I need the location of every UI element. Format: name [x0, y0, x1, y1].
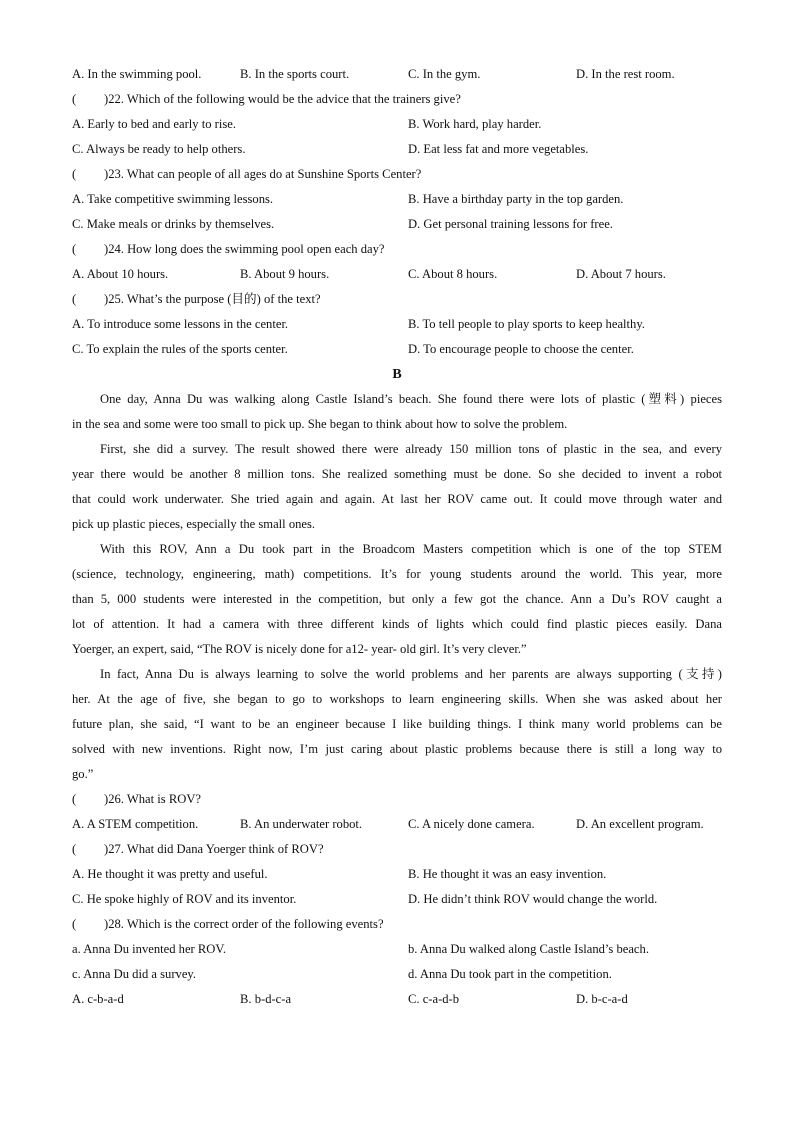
q23-question: )23. What can people of all ages do at Sunshine Sports Center? — [104, 167, 422, 181]
passage-paragraph-4 — [72, 662, 722, 787]
q25-options-row1 — [72, 312, 722, 337]
passage-line: One day, Anna Du was walking along Castle Island’s beach. She found there were lots of plastic (塑料) pieces — [100, 392, 722, 406]
q28-event-c: c. Anna Du did a survey. — [72, 967, 197, 981]
q25-options-row2 — [72, 337, 722, 362]
q23-stem — [72, 162, 722, 187]
q26-question: )26. What is ROV? — [104, 792, 202, 806]
q24-option-a: A. About 10 hours. — [72, 267, 169, 281]
passage-line: With this ROV, Ann a Du took part in the Broadcom Masters competition which is one of the top STEM — [100, 542, 722, 556]
passage-paragraph-1 — [72, 387, 722, 437]
passage-line: than 5, 000 students were interested in the competition, but only a few got the chance. Ann a Du’s ROV caught a — [72, 592, 722, 606]
q28-stem — [72, 912, 722, 937]
passage-line: Yoerger, an expert, said, “The ROV is nicely done for a12- year- old girl. It’s very clever.” — [72, 642, 527, 656]
q25-option-c: C. To explain the rules of the sports center. — [72, 342, 288, 356]
passage-line: future plan, she said, “I want to be an engineer because I like building things. I think many world problems can be — [72, 717, 722, 731]
q21-option-d: D. In the rest room. — [576, 67, 675, 81]
q22-option-c: C. Always be ready to help others. — [72, 142, 246, 156]
passage-line: her. At the age of five, she began to go to workshops to learn engineering skills. When she was asked about her — [72, 692, 722, 706]
q28-event-b: b. Anna Du walked along Castle Island’s beach. — [408, 942, 649, 956]
passage-paragraph-3 — [72, 537, 722, 662]
passage-line: (science, technology, engineering, math) competitions. It’s for young students around the world. This year, more — [72, 567, 722, 581]
q23-option-d: D. Get personal training lessons for free. — [408, 217, 613, 231]
q24-question: )24. How long does the swimming pool open each day? — [104, 242, 385, 256]
q28-events-row1 — [72, 937, 722, 962]
passage-line: in the sea and some were too small to pick up. She began to think about how to solve the problem. — [72, 417, 568, 431]
answer-blank: ( — [72, 92, 77, 106]
q24-option-c: C. About 8 hours. — [408, 267, 498, 281]
q26-option-d: D. An excellent program. — [576, 817, 704, 831]
q28-option-a: A. c-b-a-d — [72, 992, 124, 1006]
q27-option-c: C. He spoke highly of ROV and its inventor. — [72, 892, 297, 906]
q26-option-c: C. A nicely done camera. — [408, 817, 535, 831]
q26-option-a: A. A STEM competition. — [72, 817, 199, 831]
q26-option-b: B. An underwater robot. — [240, 817, 363, 831]
q28-option-d: D. b-c-a-d — [576, 992, 628, 1006]
q26-stem — [72, 787, 722, 812]
q24-options — [72, 262, 722, 287]
q24-stem — [72, 237, 722, 262]
q21-option-a: A. In the swimming pool. — [72, 67, 202, 81]
q22-option-d: D. Eat less fat and more vegetables. — [408, 142, 589, 156]
q24-option-b: B. About 9 hours. — [240, 267, 330, 281]
q28-question: )28. Which is the correct order of the following events? — [104, 917, 384, 931]
q22-option-b: B. Work hard, play harder. — [408, 117, 542, 131]
q23-option-c: C. Make meals or drinks by themselves. — [72, 217, 275, 231]
answer-blank: ( — [72, 167, 77, 181]
q23-options-row2 — [72, 212, 722, 237]
q25-option-a: A. To introduce some lessons in the center. — [72, 317, 289, 331]
q28-options — [72, 987, 722, 1012]
exam-page — [72, 62, 722, 1012]
answer-blank: ( — [72, 917, 77, 931]
q24-option-d: D. About 7 hours. — [576, 267, 666, 281]
section-heading: B — [392, 367, 402, 382]
q27-question: )27. What did Dana Yoerger think of ROV? — [104, 842, 324, 856]
passage-line: go.” — [72, 767, 94, 781]
q23-option-b: B. Have a birthday party in the top garden. — [408, 192, 624, 206]
q27-option-b: B. He thought it was an easy invention. — [408, 867, 607, 881]
q21-option-b: B. In the sports court. — [240, 67, 350, 81]
q27-option-d: D. He didn’t think ROV would change the world. — [408, 892, 658, 906]
q26-options — [72, 812, 722, 837]
q27-option-a: A. He thought it was pretty and useful. — [72, 867, 268, 881]
q25-stem — [72, 287, 722, 312]
q22-options-row1 — [72, 112, 722, 137]
q23-option-a: A. Take competitive swimming lessons. — [72, 192, 274, 206]
q27-options-row2 — [72, 887, 722, 912]
answer-blank: ( — [72, 842, 77, 856]
passage-line: year there would be another 8 million tons. She realized something must be done. So she decided to invent a robot — [72, 467, 722, 481]
answer-blank: ( — [72, 292, 77, 306]
q23-options-row1 — [72, 187, 722, 212]
passage-line: In fact, Anna Du is always learning to solve the world problems and her parents are always supporting (支持) — [100, 667, 722, 681]
q28-event-d: d. Anna Du took part in the competition. — [408, 967, 612, 981]
passage-line: lot of attention. It had a camera with three different kinds of lights which could find plastic pieces easily. Dana — [72, 617, 722, 631]
q22-question: )22. Which of the following would be the advice that the trainers give? — [104, 92, 461, 106]
answer-blank: ( — [72, 792, 77, 806]
q22-options-row2 — [72, 137, 722, 162]
q28-option-b: B. b-d-c-a — [240, 992, 292, 1006]
q27-stem — [72, 837, 722, 862]
q25-option-b: B. To tell people to play sports to keep healthy. — [408, 317, 645, 331]
q25-option-d: D. To encourage people to choose the center. — [408, 342, 634, 356]
passage-line: pick up plastic pieces, especially the small ones. — [72, 517, 316, 531]
q28-option-c: C. c-a-d-b — [408, 992, 460, 1006]
passage-line: First, she did a survey. The result showed there were already 150 million tons of plastic in the sea, and every — [100, 442, 722, 456]
q27-options-row1 — [72, 862, 722, 887]
q22-stem — [72, 87, 722, 112]
q22-option-a: A. Early to bed and early to rise. — [72, 117, 237, 131]
q25-question: )25. What’s the purpose (目的) of the text? — [104, 292, 321, 306]
q28-events-row2 — [72, 962, 722, 987]
q21-options — [72, 62, 722, 87]
passage-line: solved with new inventions. Right now, I’m just caring about plastic problems because there is still a long way to — [72, 742, 722, 756]
passage-paragraph-2 — [72, 437, 722, 537]
q21-option-c: C. In the gym. — [408, 67, 481, 81]
q28-event-a: a. Anna Du invented her ROV. — [72, 942, 227, 956]
answer-blank: ( — [72, 242, 77, 256]
passage-line: that could work underwater. She tried again and again. At last her ROV came out. It could move through water and — [72, 492, 722, 506]
